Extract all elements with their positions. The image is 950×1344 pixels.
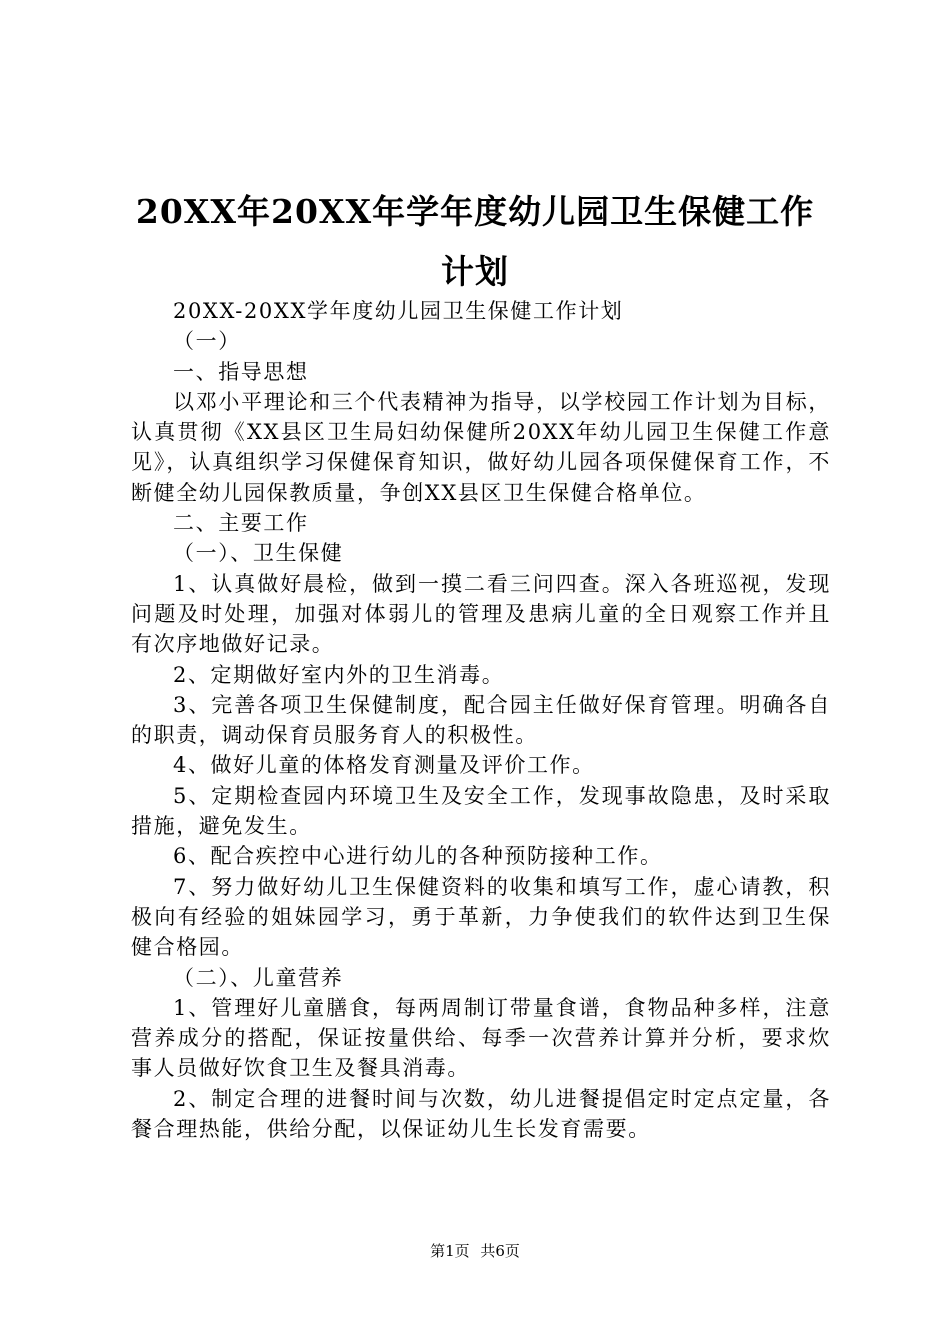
list-item-health-1: 1、认真做好晨检，做到一摸二看三问四查。深入各班巡视，发现问题及时处理，加强对体弱儿的管理及患病儿童的全日观察工作并且有次序地做好记录。 [131,571,831,657]
paragraph-part-marker: （一） [173,329,241,354]
list-item-health-4: 4、做好儿童的体格发育测量及评价工作。 [173,753,595,778]
list-item-health-6: 6、配合疾控中心进行幼儿的各种预防接种工作。 [173,844,663,869]
paragraph-subtitle: 20XX-20XX学年度幼儿园卫生保健工作计划 [173,299,624,323]
page-footer [0,1240,950,1261]
document-body [131,296,831,1144]
list-item-health-7: 7、努力做好幼儿卫生保健资料的收集和填写工作，虚心请教，积极向有经验的姐妹园学习，勇于革新，力争使我们的软件达到卫生保健合格园。 [131,874,831,960]
list-item-health-2: 2、定期做好室内外的卫生消毒。 [173,662,505,687]
section-heading-guiding-thought: 一、指导思想 [173,359,309,384]
list-item-health-5: 5、定期检查园内环境卫生及安全工作，发现事故隐患，及时采取措施，避免发生。 [131,783,831,839]
list-item-nutrition-1: 1、管理好儿童膳食，每两周制订带量食谱，食物品种多样，注意营养成分的搭配，保证按量供给、每季一次营养计算并分析，要求炊事人员做好饮食卫生及餐具消毒。 [131,995,831,1081]
list-item-nutrition-2: 2、制定合理的进餐时间与次数，幼儿进餐提倡定时定点定量，各餐合理热能，供给分配，以保证幼儿生长发育需要。 [131,1086,831,1142]
list-item-health-3: 3、完善各项卫生保健制度，配合园主任做好保育管理。明确各自的职责，调动保育员服务育人的积极性。 [131,692,831,748]
subsection-heading-nutrition: （二）、儿童营养 [173,965,344,990]
paragraph-guiding-thought: 以邓小平理论和三个代表精神为指导，以学校园工作计划为目标，认真贯彻《XX县区卫生局妇幼保健所20XX年幼儿园卫生保健工作意见》，认真组织学习保健保育知识，做好幼儿园各项保健保育工作，不断健全幼儿园保教质量，争创XX县区卫生保健合格单位。 [131,389,831,505]
page-number-current: 第1页 [430,1242,470,1260]
page-number-total: 共6页 [480,1242,520,1260]
document-title: 20XX年20XX年学年度幼儿园卫生保健工作计划 [135,192,815,291]
subsection-heading-health-care: （一）、卫生保健 [173,541,344,566]
section-heading-main-work: 二、主要工作 [173,511,309,536]
